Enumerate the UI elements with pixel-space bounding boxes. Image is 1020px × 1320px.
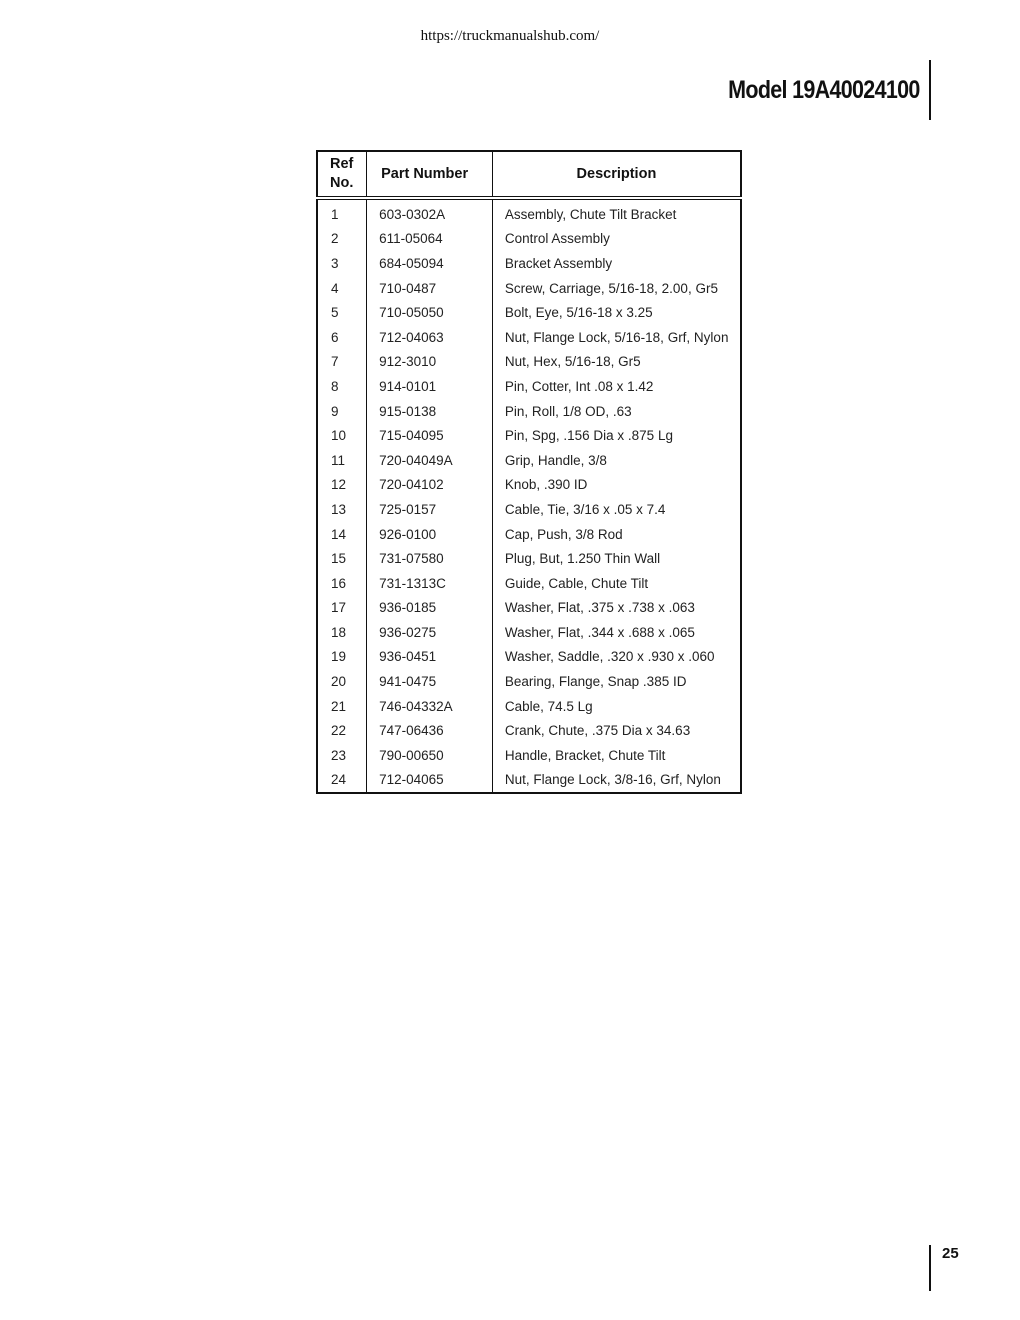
parts-table-header	[317, 151, 741, 198]
description-cell: Nut, Hex, 5/16-18, Gr5	[492, 350, 741, 375]
page-number: 25	[942, 1245, 959, 1262]
description-cell: Bolt, Eye, 5/16-18 x 3.25	[492, 300, 741, 325]
ref-cell: 13	[317, 497, 367, 522]
part-number-cell: 936-0451	[367, 645, 493, 670]
table-row	[317, 399, 741, 424]
ref-cell: 11	[317, 448, 367, 473]
table-row	[317, 571, 741, 596]
table-row	[317, 227, 741, 252]
table-row	[317, 423, 741, 448]
parts-table-container	[316, 150, 742, 794]
description-cell: Cap, Push, 3/8 Rod	[492, 522, 741, 547]
description-cell: Assembly, Chute Tilt Bracket	[492, 198, 741, 227]
description-cell: Washer, Flat, .375 x .738 x .063	[492, 596, 741, 621]
description-cell: Guide, Cable, Chute Tilt	[492, 571, 741, 596]
table-row	[317, 325, 741, 350]
description-cell: Control Assembly	[492, 227, 741, 252]
part-number-cell: 731-1313C	[367, 571, 493, 596]
column-header-part-number: Part Number	[367, 151, 493, 198]
footer-divider	[929, 1245, 931, 1291]
part-number-cell: 747-06436	[367, 718, 493, 743]
description-cell: Cable, 74.5 Lg	[492, 694, 741, 719]
table-row	[317, 350, 741, 375]
parts-table	[316, 150, 742, 794]
table-row	[317, 645, 741, 670]
table-row	[317, 620, 741, 645]
description-cell: Pin, Cotter, Int .08 x 1.42	[492, 374, 741, 399]
ref-cell: 9	[317, 399, 367, 424]
ref-cell: 7	[317, 350, 367, 375]
part-number-cell: 936-0275	[367, 620, 493, 645]
table-row	[317, 596, 741, 621]
description-cell: Grip, Handle, 3/8	[492, 448, 741, 473]
table-row	[317, 743, 741, 768]
part-number-cell: 790-00650	[367, 743, 493, 768]
ref-cell: 3	[317, 251, 367, 276]
description-cell: Knob, .390 ID	[492, 473, 741, 498]
table-row	[317, 522, 741, 547]
description-cell: Crank, Chute, .375 Dia x 34.63	[492, 718, 741, 743]
table-row	[317, 694, 741, 719]
model-title: Model 19A40024100	[728, 76, 920, 104]
table-row	[317, 300, 741, 325]
table-row	[317, 546, 741, 571]
ref-cell: 23	[317, 743, 367, 768]
ref-cell: 18	[317, 620, 367, 645]
part-number-cell: 712-04065	[367, 768, 493, 794]
part-number-cell: 710-05050	[367, 300, 493, 325]
ref-cell: 17	[317, 596, 367, 621]
description-cell: Nut, Flange Lock, 3/8-16, Grf, Nylon	[492, 768, 741, 794]
ref-cell: 4	[317, 276, 367, 301]
part-number-cell: 712-04063	[367, 325, 493, 350]
part-number-cell: 746-04332A	[367, 694, 493, 719]
table-row	[317, 669, 741, 694]
part-number-cell: 914-0101	[367, 374, 493, 399]
ref-cell: 22	[317, 718, 367, 743]
part-number-cell: 731-07580	[367, 546, 493, 571]
part-number-cell: 941-0475	[367, 669, 493, 694]
description-cell: Nut, Flange Lock, 5/16-18, Grf, Nylon	[492, 325, 741, 350]
ref-cell: 1	[317, 198, 367, 227]
ref-cell: 12	[317, 473, 367, 498]
source-url[interactable]: https://truckmanualshub.com/	[420, 28, 600, 44]
description-cell: Handle, Bracket, Chute Tilt	[492, 743, 741, 768]
parts-table-body	[317, 198, 741, 793]
ref-cell: 24	[317, 768, 367, 794]
part-number-cell: 684-05094	[367, 251, 493, 276]
ref-cell: 2	[317, 227, 367, 252]
column-header-ref-no	[317, 151, 367, 198]
ref-cell: 5	[317, 300, 367, 325]
table-row	[317, 448, 741, 473]
table-row	[317, 276, 741, 301]
ref-cell: 6	[317, 325, 367, 350]
part-number-cell: 603-0302A	[367, 198, 493, 227]
part-number-cell: 715-04095	[367, 423, 493, 448]
description-cell: Pin, Roll, 1/8 OD, .63	[492, 399, 741, 424]
table-row	[317, 768, 741, 794]
description-cell: Washer, Flat, .344 x .688 x .065	[492, 620, 741, 645]
part-number-cell: 912-3010	[367, 350, 493, 375]
description-cell: Pin, Spg, .156 Dia x .875 Lg	[492, 423, 741, 448]
table-row	[317, 198, 741, 227]
header-row	[317, 151, 741, 198]
ref-cell: 8	[317, 374, 367, 399]
part-number-cell: 710-0487	[367, 276, 493, 301]
ref-header-line2: No.	[330, 175, 354, 191]
description-cell: Cable, Tie, 3/16 x .05 x 7.4	[492, 497, 741, 522]
ref-cell: 16	[317, 571, 367, 596]
description-cell: Screw, Carriage, 5/16-18, 2.00, Gr5	[492, 276, 741, 301]
column-header-description: Description	[492, 151, 741, 198]
ref-cell: 19	[317, 645, 367, 670]
table-row	[317, 718, 741, 743]
description-cell: Plug, But, 1.250 Thin Wall	[492, 546, 741, 571]
table-row	[317, 473, 741, 498]
part-number-cell: 725-0157	[367, 497, 493, 522]
header-divider	[929, 60, 931, 120]
description-cell: Washer, Saddle, .320 x .930 x .060	[492, 645, 741, 670]
ref-cell: 20	[317, 669, 367, 694]
ref-cell: 21	[317, 694, 367, 719]
part-number-cell: 720-04102	[367, 473, 493, 498]
part-number-cell: 936-0185	[367, 596, 493, 621]
ref-cell: 10	[317, 423, 367, 448]
description-cell: Bearing, Flange, Snap .385 ID	[492, 669, 741, 694]
ref-header-line1: Ref	[330, 156, 354, 172]
ref-cell: 14	[317, 522, 367, 547]
part-number-cell: 720-04049A	[367, 448, 493, 473]
part-number-cell: 926-0100	[367, 522, 493, 547]
part-number-cell: 611-05064	[367, 227, 493, 252]
description-cell: Bracket Assembly	[492, 251, 741, 276]
table-row	[317, 251, 741, 276]
part-number-cell: 915-0138	[367, 399, 493, 424]
ref-cell: 15	[317, 546, 367, 571]
table-row	[317, 374, 741, 399]
table-row	[317, 497, 741, 522]
